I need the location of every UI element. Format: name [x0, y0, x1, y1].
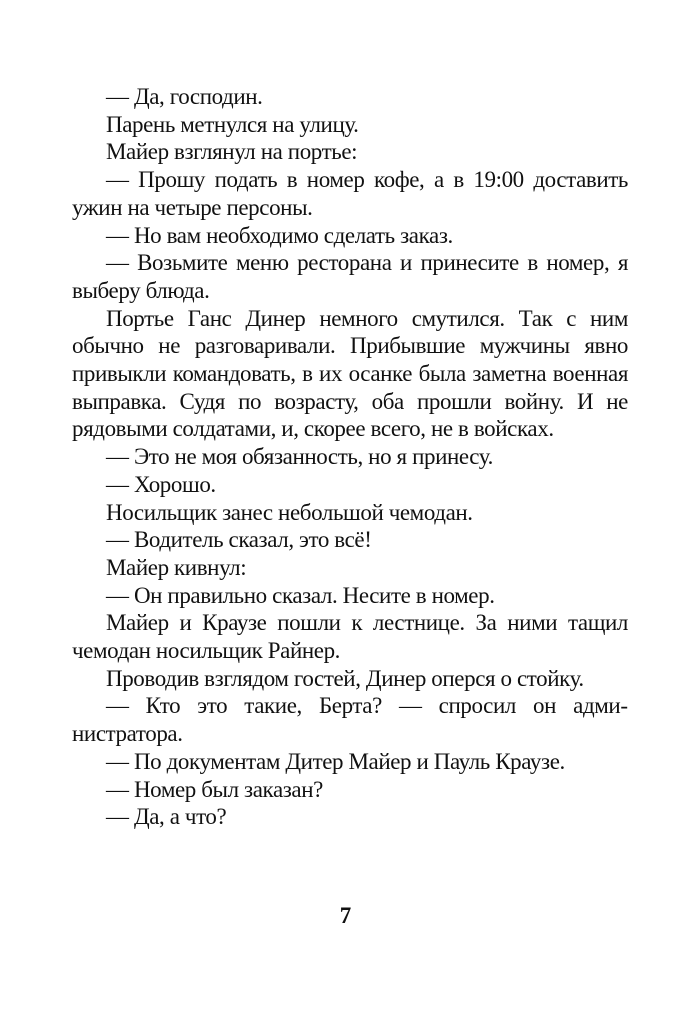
paragraph: Майер взглянул на портье: — [106, 139, 358, 165]
paragraph: — Он правильно сказал. Несите в номер. — [106, 582, 495, 608]
paragraph: Портье Ганс Динер немного смутился. Так с ним обычно не разговаривали. Прибывшие мужчины явно привыкли командовать, в их осанке была заметна военная выправка. Судя по возрасту, оба прошли войну. И не рядовыми солдатами, и, скорее всего, не в войсках. — [72, 305, 628, 442]
paragraph: — Прошу подать в номер кофе, а в 19:00 доставить ужин на четыре персоны. — [72, 167, 628, 220]
paragraph: Проводив взглядом гостей, Динер оперся о стойку. — [106, 665, 584, 691]
paragraph: Парень метнулся на улицу. — [106, 111, 359, 137]
paragraph: — Да, господин. — [106, 84, 263, 109]
paragraph: — Хорошо. — [106, 471, 216, 497]
paragraph: — Да, а что? — [106, 804, 227, 830]
paragraph: — Это не моя обязанность, но я принесу. — [106, 444, 493, 470]
page-number: 7 — [339, 903, 352, 928]
paragraph: — По документам Дитер Майер и Пауль Краузе. — [106, 748, 565, 774]
paragraph: — Кто это такие, Берта? — спросил он администратора. — [72, 693, 628, 747]
paragraph: Майер кивнул: — [106, 554, 247, 580]
paragraph: — Но вам необходимо сделать заказ. — [106, 222, 453, 248]
paragraph: — Номер был заказан? — [106, 776, 323, 802]
paragraph: — Водитель сказал, это всё! — [106, 527, 372, 553]
page-body — [72, 83, 628, 831]
paragraph: Майер и Краузе пошли к лестнице. За ними тащил чемодан носильщик Райнер. — [72, 610, 628, 664]
paragraph: — Возьмите меню ресторана и принесите в номер, я выберу блюда. — [72, 250, 628, 303]
paragraph: Носильщик занес небольшой чемодан. — [106, 499, 473, 525]
